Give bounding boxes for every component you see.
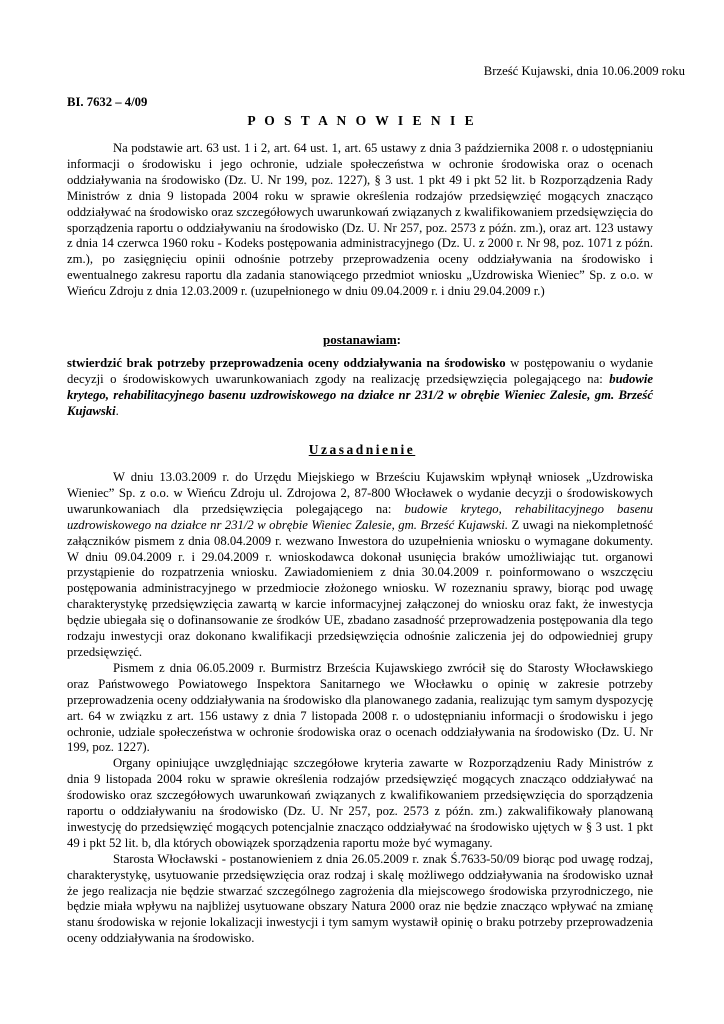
justification-p1-rest: Z uwagi na niekompletność załączników pismem z dnia 08.04.2009 r. wezwano Inwestora do uzupełnienia wniosku o wymagane dokumenty. W dniu 09.04.2009 r. i 29.04.2009 r. wnioskodawca dokonał usunięcia braków umożliwiając tut. organowi przystąpienie do rozpatrzenia wniosku. Zawiadomieniem z dnia 30.04.2009 r. poinformowano o wszczęciu postępowania administracyjnego w przedmiocie złożonego wniosku. W rozeznaniu sprawy, biorąc pod uwagę charakterystykę przedsięwzięcia zawartą w karcie informacyjnej załączonej do wniosku oraz fakt, że inwestycja będzie ubiegała się o dofinansowanie ze środków UE, zbadano zasadność przeprowadzenia postępowania dla tego rodzaju inwestycji oraz dokonano kwalifikacji przedsięwzięcia odnośnie zaliczenia jej do odpowiedniej grupy przedsięwzięć.: [67, 517, 654, 659]
decision-heading: [0, 332, 724, 348]
decision-subject: budowie krytego, rehabilitacyjnego basenu uzdrowiskowego na działce nr 231/2 w obrębie Wieniec Zalesie, gm. Brześć Kujawski: [67, 371, 653, 418]
decision-section: [67, 356, 653, 420]
decision-heading-word: postanawiam: [322, 332, 397, 347]
intro-paragraph: Na podstawie art. 63 ust. 1 i 2, art. 64 ust. 1, art. 65 ustawy z dnia 3 października 2008 r. o udostępnianiu informacji o środowisku i jego ochronie, udziale społeczeństwa w ochronie środowiska oraz o ocenach oddziaływania na środowisko (Dz. U. Nr 199, poz. 1227), § 3 ust. 1 pkt 49 i pkt 52 lit. b Rozporządzenia Rady Ministrów z dnia 9 listopada 2004 roku w sprawie określenia rodzajów przedsięwzięć mogących znacząco oddziaływać na środowisko oraz szczegółowych uwarunkowań związanych z kwalifikowaniem przedsięwzięcia do sporządzenia raportu o oddziaływaniu na środowisko (Dz. U. Nr 257, poz. 2573 z późn. zm.), oraz art. 123 ustawy z dnia 14 czerwca 1960 roku - Kodeks postępowania administracyjnego (Dz. U. z 2000 r. Nr 98, poz. 1071 z późn. zm.), po zasięgnięciu opinii odnośnie potrzeby przeprowadzenia oceny oddziaływania na środowisko i ewentualnego zakresu raportu dla zadania stanowiącego przedmiot wniosku „Uzdrowiska Wieniec” Sp. z o.o. w Wieńcu Zdroju z dnia 12.03.2009 r. (uzupełnionego w dniu 09.04.2009 r. i dniu 29.04.2009 r.): [67, 141, 653, 299]
case-number: BI. 7632 – 4/09: [67, 95, 148, 109]
justification-paragraph-4: Starosta Włocławski - postanowieniem z dnia 26.05.2009 r. znak Ś.7633-50/09 biorąc pod uwagę rodzaj, charakterystykę, usytuowanie przedsięwzięcia oraz rodzaj i skalę możliwego oddziaływania na środowisko uznał że jego realizacja nie będzie stwarzać szczególnego zagrożenia dla miejscowego środowiska przyrodniczego, nie będzie miała wpływu na najbliżej usytuowane obszary Natura 2000 oraz nie będzie znacząco wpływać na zmianę stanu środowiska w rejonie lokalizacji inwestycji i tym samym wystawił opinię o braku potrzeby przeprowadzenia oceny oddziaływania na środowisko.: [67, 851, 653, 946]
decision-bold-lead: stwierdzić brak potrzeby przeprowadzenia oceny oddziaływania na środowisko: [67, 356, 506, 370]
justification-paragraph-1: [67, 470, 653, 661]
decision-paragraph: [67, 356, 653, 420]
place-date-line: Brześć Kujawski, dnia 10.06.2009 roku: [483, 64, 685, 78]
decision-middle-text: w postępowaniu o wydanie decyzji o środowiskowych uwarunkowaniach zgody na realizację przedsięwzięcia polegającego na:: [67, 356, 653, 386]
intro-section: [67, 141, 653, 300]
justification-heading: Uzasadnienie: [308, 442, 416, 457]
justification-paragraph-2: Pismem z dnia 06.05.2009 r. Burmistrz Brześcia Kujawskiego zwrócił się do Starosty Włocławskiego oraz Państwowego Powiatowego Inspektora Sanitarnego we Włocławku o opinię w zakresie potrzeby przeprowadzenia oceny oddziaływania na środowisko dla planowanego zadania, realizując tym samym dyspozycję art. 64 w związku z art. 156 ustawy z dnia 7 listopada 2008 r. o udostępnianiu informacji o środowisku i jego ochronie, udziale społeczeństwa w ochronie środowiska oraz o ocenach oddziaływania na środowisko (Dz. U. Nr 199, poz. 1227).: [67, 660, 653, 755]
justification-section: [67, 470, 653, 947]
document-title: P O S T A N O W I E N I E: [247, 113, 477, 128]
decision-heading-colon: :: [396, 332, 402, 347]
justification-paragraph-3: Organy opiniujące uwzględniając szczegółowe kryteria zawarte w Rozporządzeniu Rady Ministrów z dnia 9 listopada 2004 roku w sprawie określenia rodzajów przedsięwzięć mogących znacząco oddziaływać na środowisko oraz szczegółowych uwarunkowań związanych z kwalifikowaniem przedsięwzięcia do sporządzenia raportu o oddziaływaniu na środowisko (Dz. U. Nr 257, poz. 2573 z późn. zm.) zakwalifikowały planowaną inwestycję do przedsięwzięć mogących potencjalnie znacząco oddziaływać na środowisko ujętych w § 3 ust. 1 pkt 49 i pkt 52 lit. b, dla których obowiązek sporządzenia raportu może być wymagany.: [67, 756, 653, 850]
decision-end: .: [115, 403, 119, 418]
justification-p1-start: W dniu 13.03.2009 r. do Urzędu Miejskiego w Brześciu Kujawskim wpłynął wniosek „Uzdrowiska Wieniec” Sp. z o.o. w Wieńcu Zdroju ul. Zdrojowa 2, 87-800 Włocławek o wydanie decyzji o środowiskowych uwarunkowaniach dla przedsięwzięcia polegającego na:: [67, 470, 653, 516]
justification-p1-italic: budowie krytego, rehabilitacyjnego basenu uzdrowiskowego na działce nr 231/2 w obrębie Wieniec Zalesie, gm. Brześć Kujawski.: [67, 501, 653, 532]
